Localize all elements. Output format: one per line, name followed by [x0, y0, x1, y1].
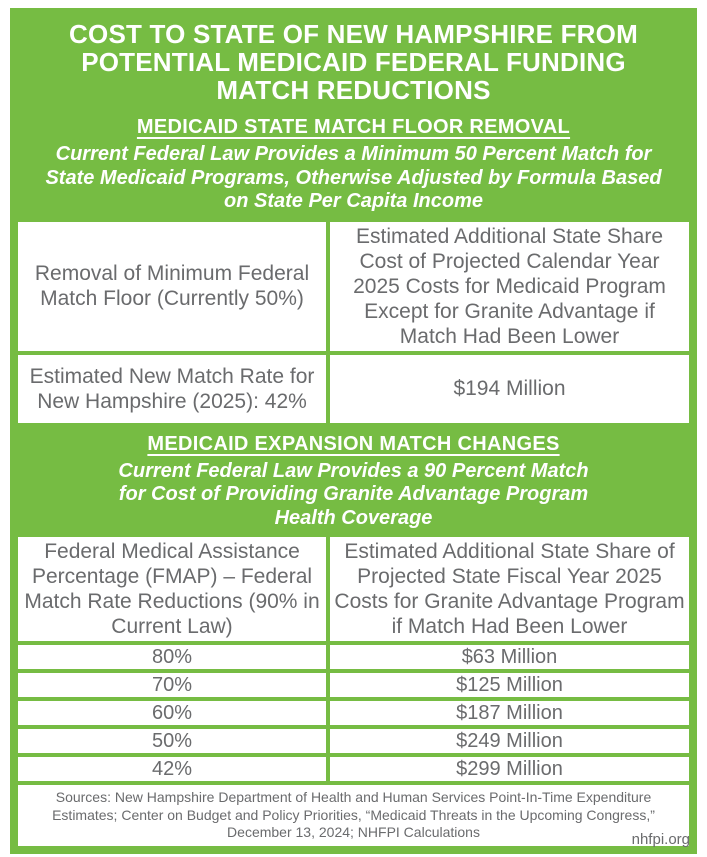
website-link: nhfpi.org — [631, 831, 690, 848]
section1-subtitle-line-3: on State Per Capita Income — [224, 190, 483, 212]
expansion-table — [18, 537, 689, 846]
page-title — [24, 20, 683, 104]
section2-heading: MEDICAID EXPANSION MATCH CHANGES — [147, 432, 560, 455]
expansion-row-rate-cell: 42% — [18, 757, 326, 781]
expansion-row-cost-cell: $299 Million — [330, 757, 689, 781]
expansion-row-cost-cell: $125 Million — [330, 673, 689, 697]
section2-subtitle-line-3: Health Coverage — [274, 506, 433, 529]
expansion-row-cost-cell: $63 Million — [330, 645, 689, 669]
match-floor-row1-description-cell: Estimated Additional State Share Cost of Projected Calendar Year 2025 Costs for Medicaid Program Except for Granite Advantage if Match Had Been Lower — [330, 222, 689, 351]
expansion-header-section — [10, 423, 697, 538]
match-floor-row2-value-cell: $194 Million — [330, 355, 689, 423]
page-title-line-2: POTENTIAL MEDICAID FEDERAL FUNDING — [81, 47, 626, 77]
sources-cell: Sources: New Hampshire Department of Health and Human Services Point-In-Time Expenditure Estimates; Center on Budget and Policy Priorities, “Medicaid Threats in the Upcoming Congress,” December 13, 2024; NHFPI Calculations — [18, 785, 689, 846]
expansion-col2-header-cell: Estimated Additional State Share of Projected State Fiscal Year 2025 Costs for Granite Advantage Program if Match Had Been Lower — [330, 537, 689, 641]
section2-subtitle — [24, 460, 683, 531]
expansion-row-rate-cell: 50% — [18, 729, 326, 753]
expansion-row-cost-cell: $249 Million — [330, 729, 689, 753]
page-title-line-3: MATCH REDUCTIONS — [216, 75, 491, 105]
section1-heading: MEDICAID STATE MATCH FLOOR REMOVAL — [136, 116, 571, 138]
match-floor-row2-label-cell: Estimated New Match Rate for New Hampshire (2025): 42% — [18, 355, 326, 423]
match-floor-row1-label-cell: Removal of Minimum Federal Match Floor (Currently 50%) — [18, 222, 326, 351]
page-title-line-1: COST TO STATE OF NEW HAMPSHIRE FROM — [69, 19, 638, 49]
expansion-row-rate-cell: 60% — [18, 701, 326, 725]
match-floor-table — [18, 222, 689, 423]
section2-subtitle-line-1: Current Federal Law Provides a 90 Percent Match — [118, 459, 589, 482]
expansion-col1-header-cell: Federal Medical Assistance Percentage (FMAP) – Federal Match Rate Reductions (90% in Current Law) — [18, 537, 326, 641]
section1-subtitle-line-2: State Medicaid Programs, Otherwise Adjusted by Formula Based — [45, 166, 662, 189]
section1-subtitle-line-1: Current Federal Law Provides a Minimum 50 Percent Match for — [55, 143, 652, 165]
green-frame — [10, 8, 697, 854]
header-section — [10, 8, 697, 222]
section2-subtitle-line-2: for Cost of Providing Granite Advantage Program — [118, 483, 589, 505]
section1-subtitle — [24, 143, 683, 214]
expansion-row-cost-cell: $187 Million — [330, 701, 689, 725]
expansion-row-rate-cell: 80% — [18, 645, 326, 669]
expansion-row-rate-cell: 70% — [18, 673, 326, 697]
